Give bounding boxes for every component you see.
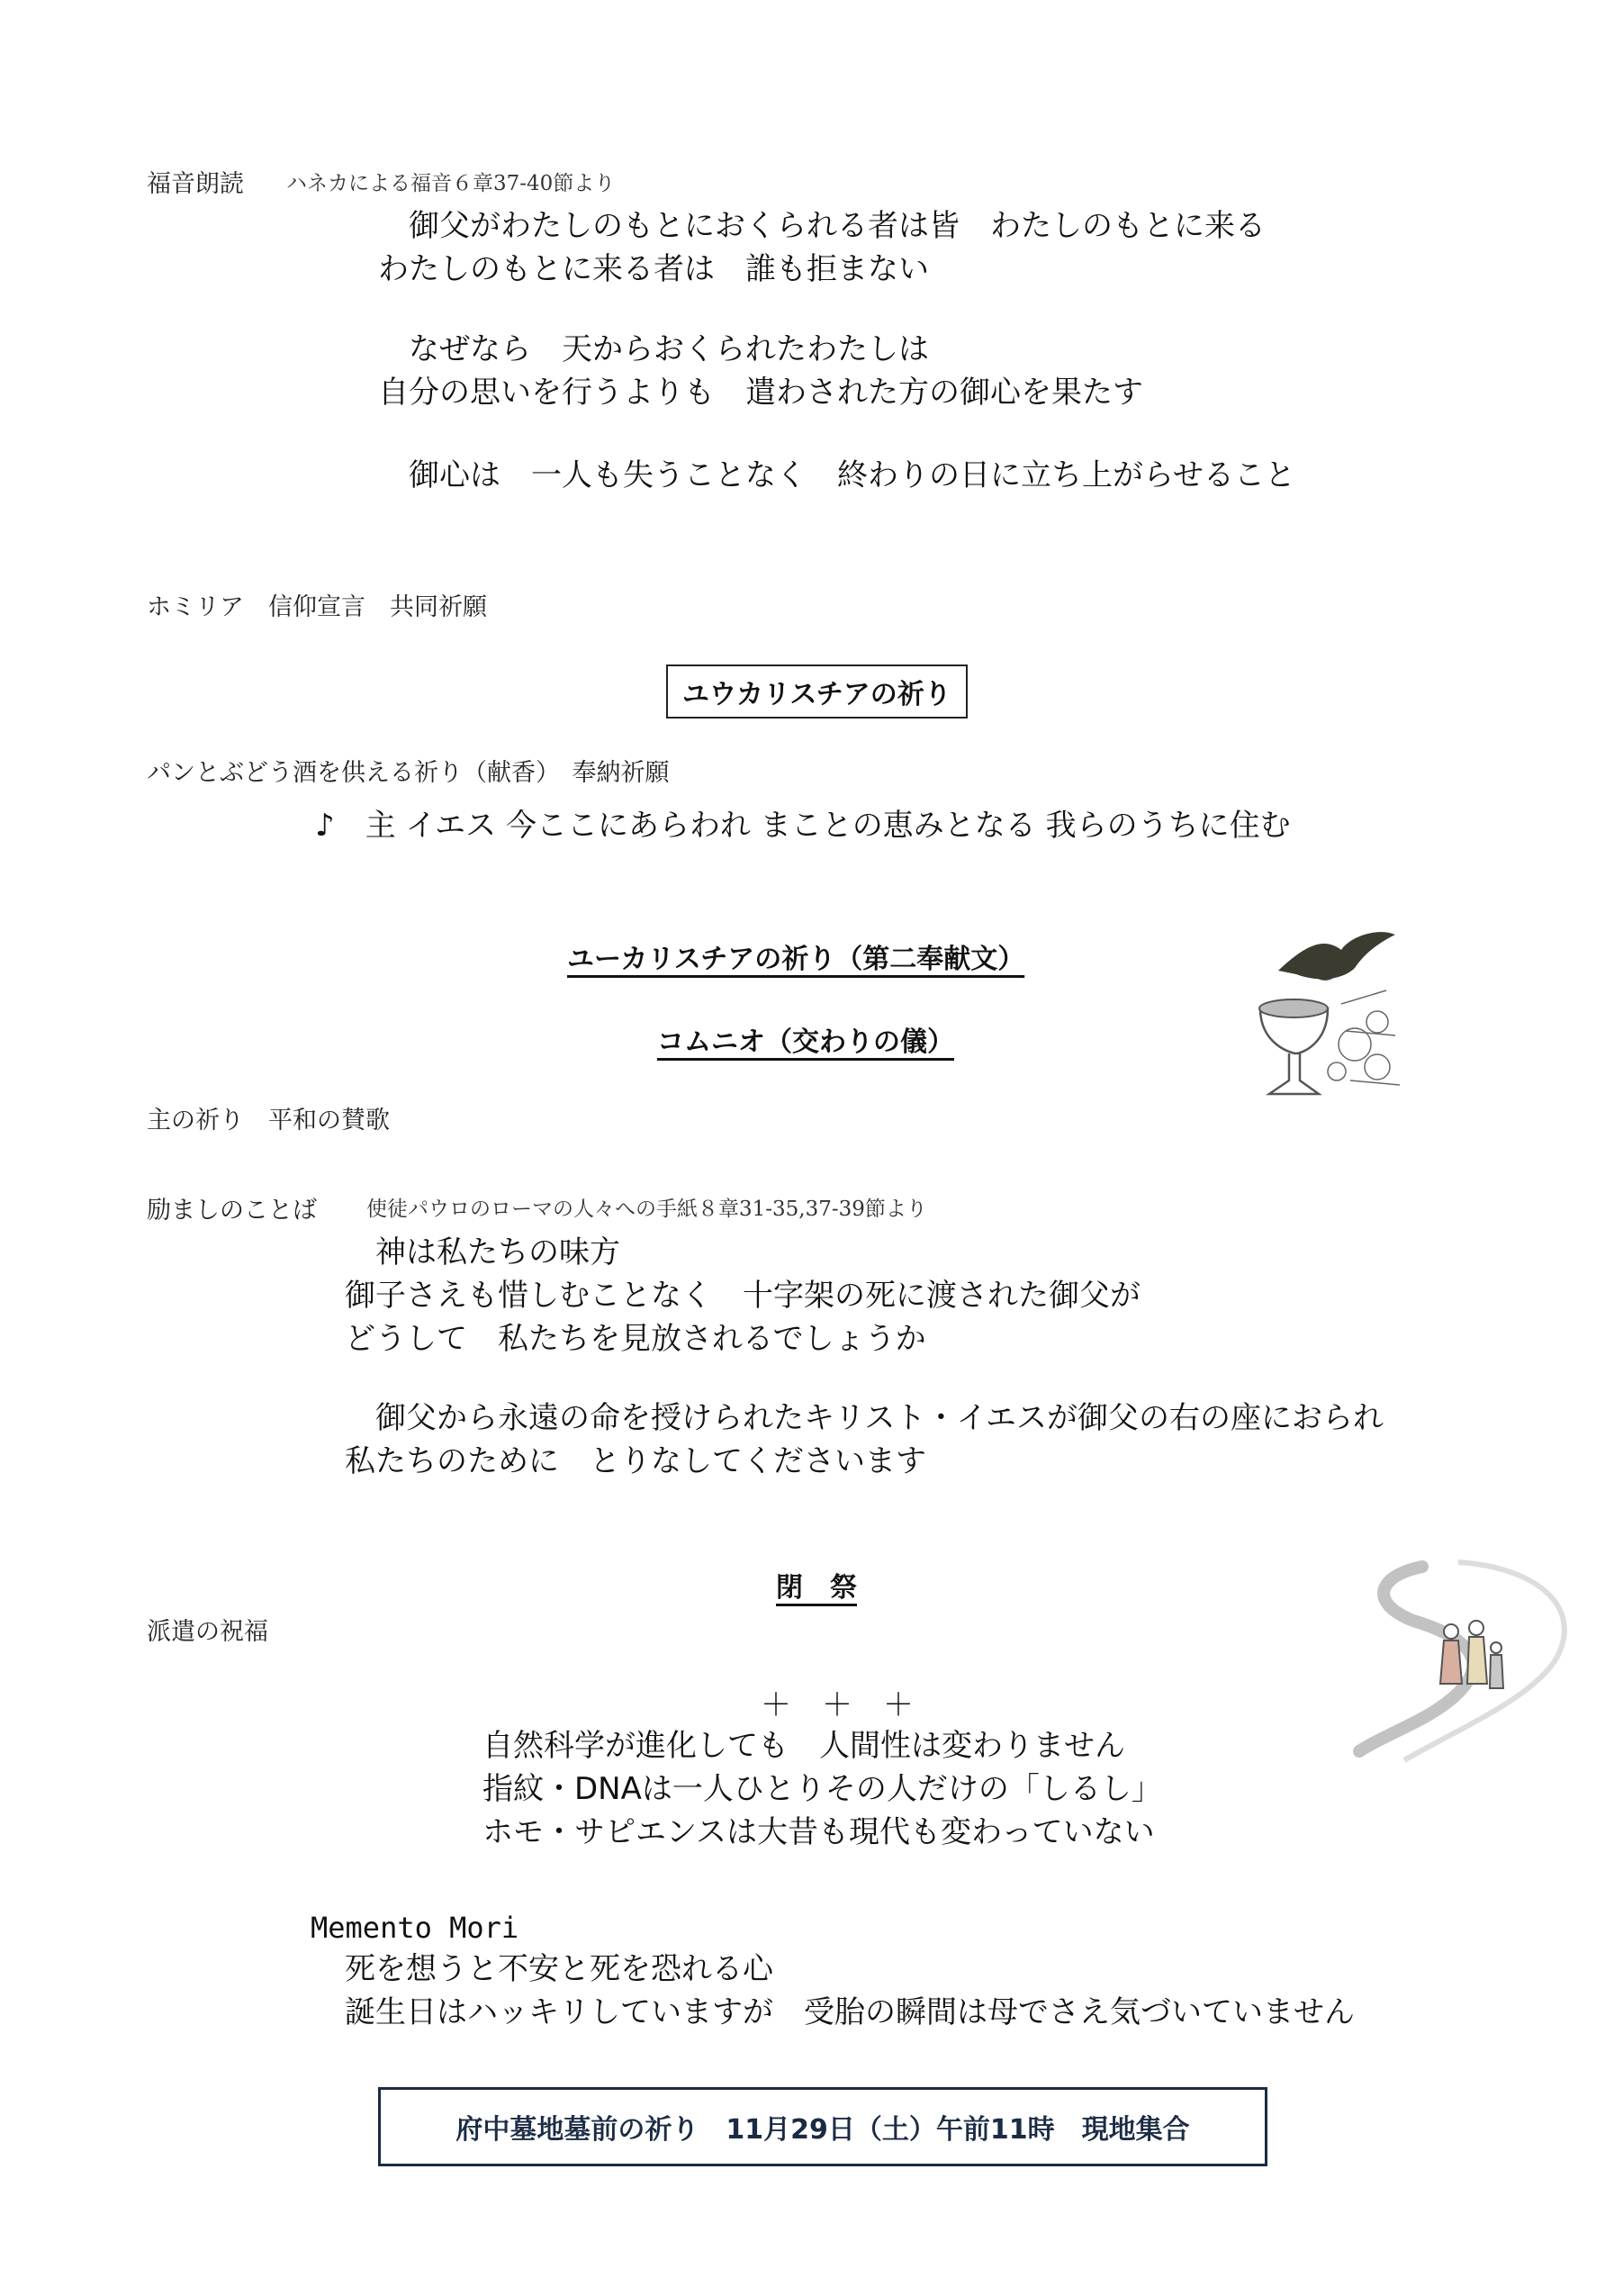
- crosses-line: ＋ ＋ ＋: [761, 1687, 914, 1723]
- memento-line-1: 死を想うと不安と死を恐れる心: [345, 1951, 773, 1987]
- blessing-label: 派遣の祝福: [147, 1618, 268, 1646]
- notice-box: [378, 2087, 1267, 2166]
- memento-title: Memento Mori: [311, 1911, 519, 1945]
- eucharist-title-box: ユウカリスチアの祈り: [666, 664, 968, 719]
- closing-line-3: ホモ・サピエンスは大昔も現代も変わっていない: [482, 1814, 1155, 1850]
- lords-prayer-label: 主の祈り 平和の賛歌: [147, 1107, 390, 1134]
- gospel-line-3: なぜなら 天からおくられたわたしは: [378, 331, 929, 367]
- gospel-reference: ハネカによる福音６章37-40節より: [286, 172, 616, 195]
- encouragement-line-2: 御子さえも惜しむことなく 十字架の死に渡された御父が: [345, 1278, 1141, 1314]
- encouragement-line-1: 神は私たちの味方: [345, 1234, 620, 1270]
- gospel-line-4: 自分の思いを行うよりも 遣わされた方の御心を果たす: [378, 375, 1143, 411]
- encouragement-line-4: 御父から永遠の命を授けられたキリスト・イエスが御父の右の座におられ: [345, 1400, 1384, 1436]
- encouragement-reference: 使徒パウロのローマの人々への手紙８章31-35,37-39節より: [366, 1198, 927, 1221]
- memento-line-2: 誕生日はハッキリしていますが 受胎の瞬間は母でさえ気づいていません: [345, 1994, 1355, 2030]
- encouragement-line-3: どうして 私たちを見放されるでしょうか: [345, 1321, 926, 1357]
- walking-figures-illustration: [1350, 1549, 1593, 1765]
- encouragement-label: 励ましのことば: [147, 1197, 317, 1225]
- closing-line-2: 指紋・DNAは一人ひとりその人だけの「しるし」: [482, 1771, 1162, 1807]
- closing-line-1: 自然科学が進化しても 人間性は変わりません: [482, 1728, 1125, 1764]
- homily-label: ホミリア 信仰宣言 共同祈願: [147, 593, 487, 621]
- chalice-dove-illustration: [1242, 918, 1404, 1103]
- song-line: ♪ 主 イエス 今ここにあらわれ まことの恵みとなる 我らのうちに住む: [315, 808, 1291, 844]
- encouragement-line-5: 私たちのために とりなしてくださいます: [345, 1443, 926, 1479]
- communion-heading: コムニオ（交わりの儀）: [657, 1026, 954, 1058]
- gospel-line-1: 御父がわたしのもとにおくられる者は皆 わたしのもとに来る: [378, 208, 1266, 244]
- closing-heading: 閉 祭: [776, 1572, 857, 1604]
- offering-label: パンとぶどう酒を供える祈り（献香） 奉納祈願: [147, 759, 670, 787]
- notice-text: 府中墓地墓前の祈り 11月29日（土）午前11時 現地集合: [455, 2114, 1190, 2146]
- eucharist-prayer-heading: ユーカリスチアの祈り（第二奉献文）: [567, 944, 1025, 975]
- gospel-line-2: わたしのもとに来る者は 誰も拒まない: [378, 251, 929, 287]
- gospel-line-5: 御心は 一人も失うことなく 終わりの日に立ち上がらせること: [378, 457, 1295, 493]
- gospel-label: 福音朗読: [147, 170, 244, 198]
